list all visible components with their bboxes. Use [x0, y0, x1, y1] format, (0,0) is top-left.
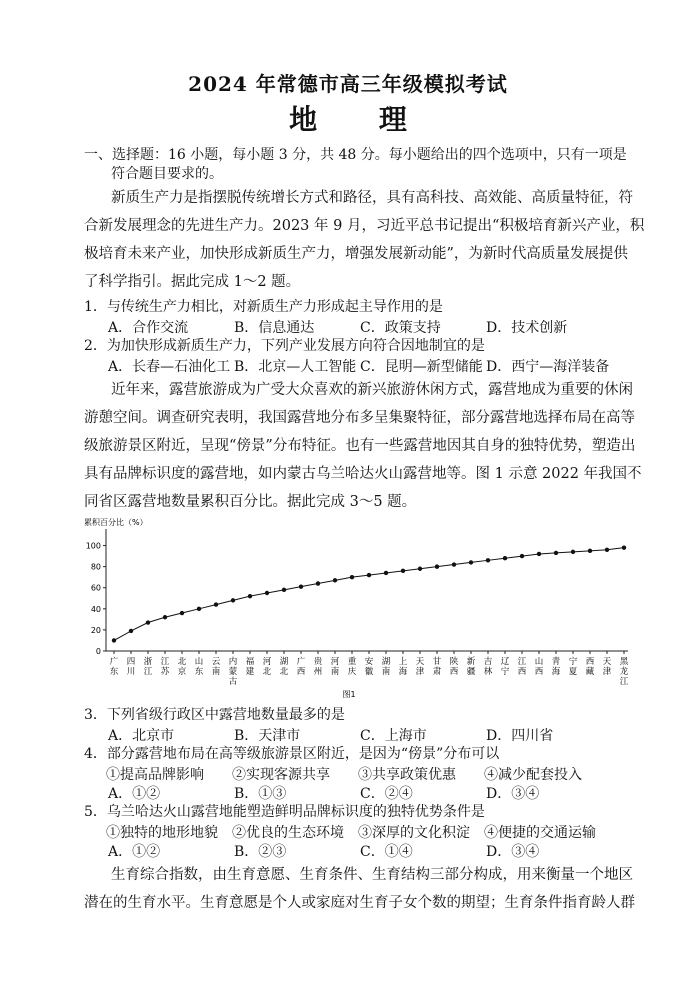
x-tick-label: 广 [296, 657, 306, 667]
item-4: ④便捷的交通运输 [484, 825, 596, 841]
x-tick-label: 甘 [432, 657, 442, 667]
option-d: D．技术创新 [486, 320, 568, 336]
option-c: C．昆明—新型储能 [360, 359, 483, 375]
x-tick-label: 黑 [619, 657, 629, 667]
data-point [197, 607, 201, 611]
x-tick-label: 津 [415, 667, 425, 677]
passage1-line-3: 极培育未来产业，加快形成新质生产力，增强发展新动能”，为新时代高质量发展提供 [84, 246, 628, 262]
item-1: ①独特的地形地貌 [106, 825, 218, 841]
data-point [401, 569, 405, 573]
data-point [231, 598, 235, 602]
data-point [622, 545, 626, 549]
chart-svg [84, 515, 636, 705]
passage2-line-5: 同省区露营地数量累积百分比。据此完成 3～5 题。 [84, 494, 417, 510]
x-tick-label: 南 [211, 667, 221, 677]
item-4: ④减少配套投入 [484, 767, 582, 783]
question-2-options [108, 356, 609, 376]
x-tick-label: 古 [228, 677, 238, 687]
x-tick-label: 林 [483, 667, 493, 677]
x-tick-label: 西 [517, 667, 527, 677]
option-d: D．西宁—海洋装备 [486, 359, 610, 375]
data-point [350, 575, 354, 579]
x-tick-label: 山 [194, 657, 204, 667]
x-tick-label: 蒙 [228, 667, 238, 677]
data-point [384, 571, 388, 575]
option-b: B．信息通达 [234, 320, 315, 336]
question-3-stem: 3．下列省级行政区中露营地数量最多的是 [84, 707, 345, 723]
data-point [282, 588, 286, 592]
item-3: ③共享政策优惠 [358, 767, 456, 783]
data-point [469, 560, 473, 564]
data-point [554, 551, 558, 555]
x-tick-label: 东 [109, 667, 119, 677]
item-3: ③深厚的文化积淀 [358, 825, 470, 841]
x-tick-label: 湖 [381, 657, 391, 667]
data-point [486, 558, 490, 562]
chart-caption: 图1 [342, 690, 356, 699]
exam-title: 2024 年常德市高三年级模拟考试 [188, 72, 508, 96]
x-tick-label: 宁 [568, 657, 578, 667]
question-4-options [108, 783, 539, 803]
x-tick-label: 海 [551, 667, 561, 677]
x-tick-label: 肃 [432, 667, 442, 677]
x-tick-label: 广 [109, 657, 119, 667]
data-point [146, 620, 150, 624]
option-a: A．长春—石油化工 [108, 359, 231, 375]
section-instruction-line-2: 符合题目要求的。 [111, 166, 223, 182]
data-point [180, 611, 184, 615]
data-point [588, 549, 592, 553]
item-1: ①提高品牌影响 [106, 767, 204, 783]
x-tick-label: 四 [126, 657, 136, 667]
data-point [316, 581, 320, 585]
data-point [418, 567, 422, 571]
option-d: D．③④ [486, 844, 540, 860]
passage1-line-1: 新质生产力是指摆脱传统增长方式和路径，具有高科技、高效能、高质量特征，符 [111, 190, 633, 206]
x-tick-label: 辽 [500, 657, 510, 667]
data-point [163, 615, 167, 619]
data-point [571, 550, 575, 554]
data-point [503, 556, 507, 560]
x-tick-label: 内 [228, 657, 238, 667]
passage2-line-1: 近年来，露营旅游成为广受大众喜欢的新兴旅游休闲方式，露营地成为重要的休闲 [111, 382, 633, 398]
question-5-items [106, 822, 596, 842]
x-tick-label: 南 [330, 667, 340, 677]
option-a: A．①② [108, 844, 161, 860]
y-tick-label: 60 [90, 583, 101, 593]
question-4-stem: 4．部分露营地布局在高等级旅游景区附近，是因为“傍景”分布可以 [84, 746, 500, 762]
x-tick-label: 苏 [160, 667, 170, 677]
y-tick-label: 100 [85, 541, 101, 551]
x-tick-label: 山 [534, 657, 544, 667]
x-tick-label: 疆 [466, 667, 476, 677]
x-tick-label: 北 [177, 657, 187, 667]
option-c: C．②④ [360, 786, 413, 802]
x-tick-label: 川 [126, 667, 136, 677]
data-point [452, 562, 456, 566]
x-tick-label: 西 [585, 657, 595, 667]
x-tick-label: 西 [534, 667, 544, 677]
x-tick-label: 建 [245, 667, 255, 677]
passage1-line-2: 合新发展理念的先进生产力。2023 年 9 月，习近平总书记提出“积极培育新兴产业，积 [84, 218, 645, 234]
y-tick-label: 20 [90, 625, 101, 635]
data-point [537, 552, 541, 556]
data-point [214, 602, 218, 606]
passage1-line-4: 了科学指引。据此完成 1～2 题。 [84, 274, 301, 290]
x-tick-label: 福 [245, 657, 255, 667]
y-tick-label: 0 [95, 647, 101, 656]
series-line [114, 548, 624, 641]
x-tick-label: 南 [381, 667, 391, 677]
option-b: B．北京—人工智能 [234, 359, 357, 375]
x-tick-label: 江 [619, 677, 629, 687]
question-5-stem: 5．乌兰哈达火山露营地能塑造鲜明品牌标识度的独特优势条件是 [84, 804, 485, 820]
x-tick-label: 天 [602, 657, 612, 667]
option-c: C．①④ [360, 844, 413, 860]
data-point [265, 591, 269, 595]
option-a: A．北京市 [108, 728, 175, 744]
data-point [129, 629, 133, 633]
x-tick-label: 江 [143, 667, 153, 677]
x-tick-label: 夏 [568, 667, 578, 677]
x-tick-label: 新 [466, 657, 476, 667]
option-a: A．合作交流 [108, 320, 189, 336]
question-5-options [108, 841, 539, 861]
passage2-line-4: 具有品牌标识度的露营地，如内蒙古乌兰哈达火山露营地等。图 1 示意 2022 年我国不 [84, 466, 642, 482]
x-tick-label: 州 [313, 667, 323, 677]
item-2: ②优良的生态环境 [232, 825, 344, 841]
data-point [333, 578, 337, 582]
x-tick-label: 西 [449, 667, 459, 677]
data-point [520, 554, 524, 558]
x-tick-label: 云 [211, 657, 221, 667]
x-tick-label: 安 [364, 657, 374, 667]
data-point [605, 548, 609, 552]
option-d: D．③④ [486, 786, 540, 802]
x-tick-label: 天 [415, 657, 425, 667]
x-tick-label: 江 [160, 657, 170, 667]
x-tick-label: 东 [194, 667, 204, 677]
option-b: B．②③ [234, 844, 287, 860]
data-point [248, 594, 252, 598]
x-tick-label: 北 [262, 667, 272, 677]
data-point [367, 573, 371, 577]
x-tick-label: 重 [347, 657, 357, 667]
x-tick-label: 庆 [347, 667, 357, 677]
x-tick-label: 湖 [279, 657, 289, 667]
y-axis-label: 累积百分比（%） [84, 518, 148, 527]
x-tick-label: 河 [262, 657, 272, 667]
x-tick-label: 津 [602, 667, 612, 677]
option-b: B．①③ [234, 786, 287, 802]
data-point [112, 638, 116, 642]
passage3-line-2: 潜在的生育水平。生育意愿是个人或家庭对生育子女个数的期望；生育条件指育龄人群 [84, 895, 635, 911]
passage2-line-3: 级旅游景区附近，呈现“傍景”分布特征。也有一些露营地因其自身的独特优势，塑造出 [84, 438, 636, 454]
subject-title: 地 理 [289, 103, 433, 136]
x-tick-label: 吉 [483, 657, 493, 667]
question-3-options [108, 725, 553, 745]
y-tick-label: 40 [90, 604, 101, 614]
option-c: C．政策支持 [360, 320, 441, 336]
passage2-line-2: 游憩空间。调查研究表明，我国露营地分布多呈集聚特征，部分露营地选择布局在高等 [84, 410, 635, 426]
option-a: A．①② [108, 786, 161, 802]
passage3-line-1: 生育综合指数，由生育意愿、生育条件、生育结构三部分构成，用来衡量一个地区 [111, 867, 633, 883]
option-b: B．天津市 [234, 728, 301, 744]
x-tick-label: 陕 [449, 657, 459, 667]
x-tick-label: 北 [279, 667, 289, 677]
data-point [299, 584, 303, 588]
x-tick-label: 江 [517, 657, 527, 667]
x-tick-label: 宁 [500, 667, 510, 677]
item-2: ②实现客源共享 [232, 767, 330, 783]
question-4-items [106, 764, 582, 784]
x-tick-label: 藏 [585, 667, 595, 677]
cumulative-percentage-chart [84, 515, 636, 705]
x-tick-label: 上 [398, 657, 408, 667]
x-tick-label: 西 [296, 667, 306, 677]
x-tick-label: 青 [551, 657, 561, 667]
x-tick-label: 贵 [313, 657, 323, 667]
x-tick-label: 海 [398, 667, 408, 677]
option-c: C．上海市 [360, 728, 427, 744]
x-tick-label: 浙 [143, 657, 153, 667]
x-tick-label: 京 [177, 667, 187, 677]
question-2-stem: 2．为加快形成新质生产力，下列产业发展方向符合因地制宜的是 [84, 338, 485, 354]
x-tick-label: 龙 [619, 667, 629, 677]
data-point [435, 564, 439, 568]
y-tick-label: 80 [90, 562, 101, 572]
x-tick-label: 河 [330, 657, 340, 667]
question-1-options [108, 317, 567, 337]
question-1-stem: 1．与传统生产力相比，对新质生产力形成起主导作用的是 [84, 299, 443, 315]
option-d: D．四川省 [486, 728, 554, 744]
section-instruction-line-1: 一、选择题：16 小题，每小题 3 分，共 48 分。每小题给出的四个选项中，只有一项是 [84, 147, 627, 163]
x-tick-label: 徽 [364, 667, 374, 677]
